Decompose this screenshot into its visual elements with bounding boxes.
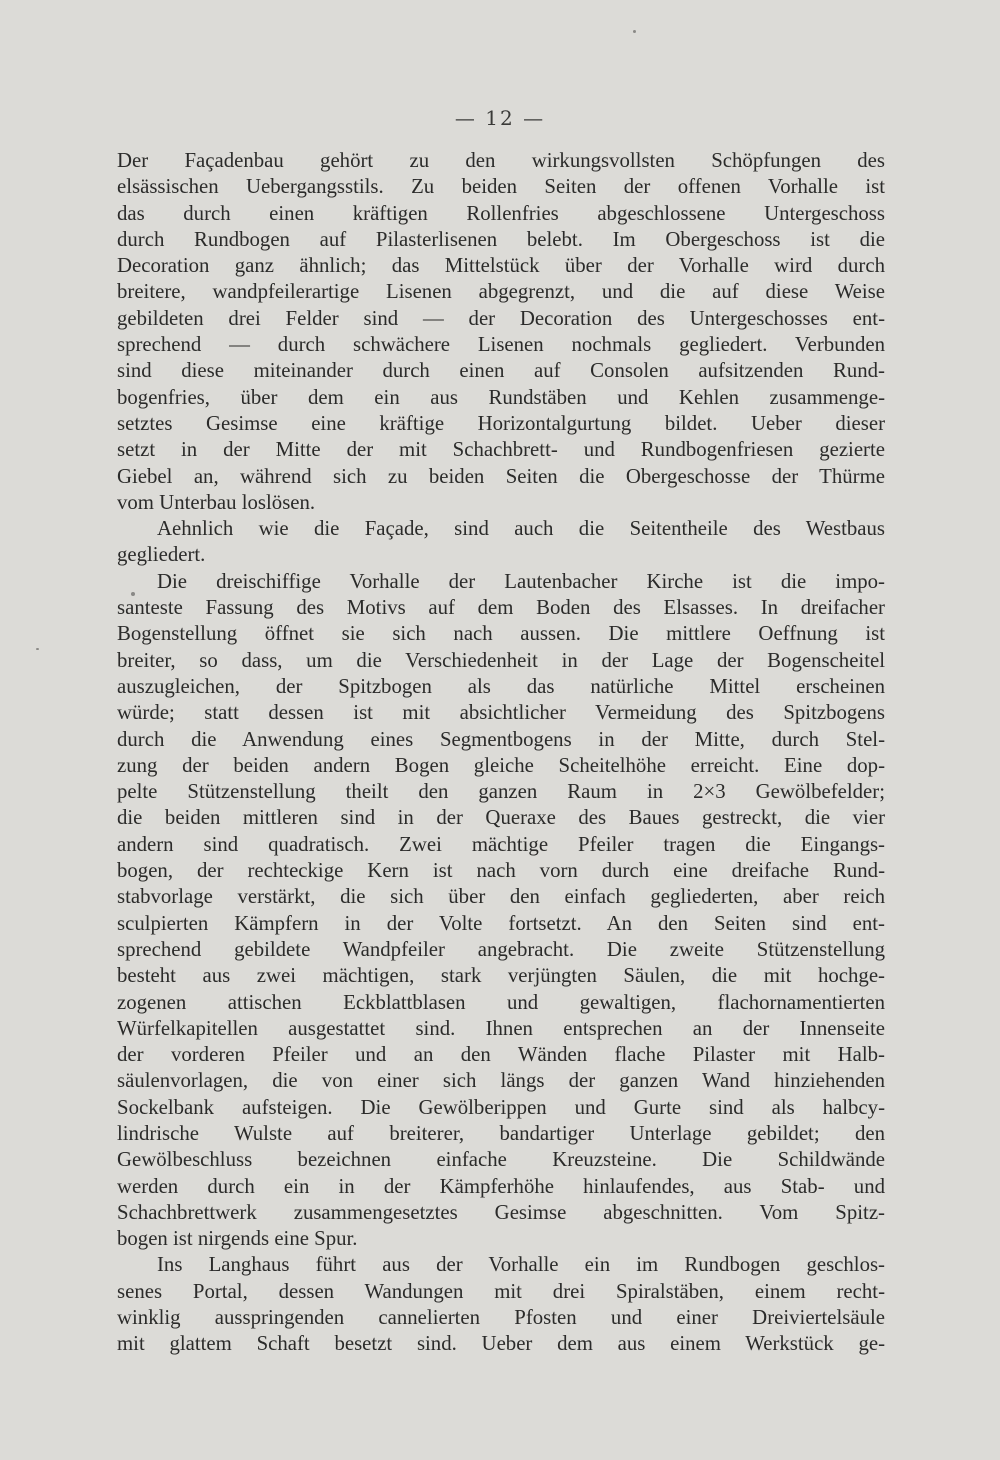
text-line: der vorderen Pfeiler und an den Wänden flache Pilaster mit Halb- bbox=[117, 1043, 885, 1067]
text-line: säulenvorlagen, die von einer sich längs der ganzen Wand hinziehenden bbox=[117, 1069, 885, 1093]
text-line: bogenfries, über dem ein aus Rundstäben und Kehlen zusammenge- bbox=[117, 385, 885, 409]
text-line: lindrische Wulste auf breiterer, bandartiger Unterlage gebildet; den bbox=[117, 1121, 885, 1145]
text-line: setztes Gesimse eine kräftige Horizontalgurtung bildet. Ueber dieser bbox=[117, 411, 885, 435]
paper-speck bbox=[633, 30, 636, 33]
page-number: — 12 — bbox=[454, 106, 546, 130]
text-line: Die dreischiffige Vorhalle der Lautenbacher Kirche ist die impo- bbox=[157, 569, 885, 593]
paper-speck bbox=[36, 648, 39, 650]
text-line: Bogenstellung öffnet sie sich nach aussen. Die mittlere Oeffnung ist bbox=[117, 622, 885, 646]
text-line: würde; statt dessen ist mit absichtlicher Vermeidung des Spitzbogens bbox=[117, 701, 885, 725]
text-line: mit glattem Schaft besetzt sind. Ueber dem aus einem Werkstück ge- bbox=[117, 1332, 885, 1356]
text-line: setzt in der Mitte der mit Schachbrett- und Rundbogenfriesen gezierte bbox=[117, 438, 885, 462]
text-line: Aehnlich wie die Façade, sind auch die Seitentheile des Westbaus bbox=[157, 517, 885, 541]
text-line: winklig ausspringenden cannelierten Pfosten und einer Dreiviertelsäule bbox=[117, 1306, 885, 1330]
text-line: Würfelkapitellen ausgestattet sind. Ihnen entsprechen an der Innenseite bbox=[117, 1016, 885, 1040]
text-line: senes Portal, dessen Wandungen mit drei Spiralstäben, einem recht- bbox=[117, 1279, 885, 1303]
text-line: zogenen attischen Eckblattblasen und gewaltigen, flachornamentierten bbox=[117, 990, 885, 1014]
text-line: durch die Anwendung eines Segmentbogens in der Mitte, durch Stel- bbox=[117, 727, 885, 751]
text-line: Decoration ganz ähnlich; das Mittelstück über der Vorhalle wird durch bbox=[117, 254, 885, 278]
paragraph bbox=[117, 569, 885, 1253]
text-line: sind diese miteinander durch einen auf Consolen aufsitzenden Rund- bbox=[117, 359, 885, 383]
text-line: breiter, so dass, um die Verschiedenheit in der Lage der Bogenscheitel bbox=[117, 648, 885, 672]
text-line: pelte Stützenstellung theilt den ganzen Raum in 2×3 Gewölbefelder; bbox=[117, 780, 885, 804]
body-text bbox=[117, 148, 885, 1358]
text-line: bogen ist nirgends eine Spur. bbox=[117, 1227, 358, 1251]
text-line: sprechend — durch schwächere Lisenen nochmals gegliedert. Verbunden bbox=[117, 333, 885, 357]
text-line: Giebel an, während sich zu beiden Seiten die Obergeschosse der Thürme bbox=[117, 464, 885, 488]
text-line: Der Façadenbau gehört zu den wirkungsvollsten Schöpfungen des bbox=[117, 149, 885, 172]
paper-speck bbox=[131, 592, 135, 596]
text-line: das durch einen kräftigen Rollenfries abgeschlossene Untergeschoss bbox=[117, 201, 885, 225]
text-line: Ins Langhaus führt aus der Vorhalle ein im Rundbogen geschlos- bbox=[157, 1253, 885, 1277]
text-line: die beiden mittleren sind in der Queraxe des Baues gestreckt, die vier bbox=[117, 806, 885, 830]
text-line: auszugleichen, der Spitzbogen als das natürliche Mittel erscheinen bbox=[117, 674, 885, 698]
text-line: sprechend gebildete Wandpfeiler angebracht. Die zweite Stützenstellung bbox=[117, 937, 885, 961]
text-line: werden durch ein in der Kämpferhöhe hinlaufendes, aus Stab- und bbox=[117, 1174, 885, 1198]
text-line: bogen, der rechteckige Kern ist nach vorn durch eine dreifache Rund- bbox=[117, 859, 885, 883]
paragraph bbox=[117, 148, 885, 516]
text-line: Gewölbeschluss bezeichnen einfache Kreuzsteine. Die Schildwände bbox=[117, 1148, 885, 1172]
text-line: zung der beiden andern Bogen gleiche Scheitelhöhe erreicht. Eine dop- bbox=[117, 753, 885, 777]
text-line: Schachbrettwerk zusammengesetztes Gesimse abgeschnitten. Vom Spitz- bbox=[117, 1200, 885, 1224]
text-line: andern sind quadratisch. Zwei mächtige Pfeiler tragen die Eingangs- bbox=[117, 832, 885, 856]
paragraph bbox=[117, 516, 885, 569]
paragraph bbox=[117, 1252, 885, 1357]
text-line: stabvorlage verstärkt, die sich über den einfach gegliederten, aber reich bbox=[117, 885, 885, 909]
text-line: besteht aus zwei mächtigen, stark verjüngten Säulen, die mit hochge- bbox=[117, 964, 885, 988]
text-line: sculpierten Kämpfern in der Volte fortsetzt. An den Seiten sind ent- bbox=[117, 911, 885, 935]
text-line: breitere, wandpfeilerartige Lisenen abgegrenzt, und die auf diese Weise bbox=[117, 280, 885, 304]
text-line: Sockelbank aufsteigen. Die Gewölberippen und Gurte sind als halbcy- bbox=[117, 1095, 885, 1119]
text-line: santeste Fassung des Motivs auf dem Boden des Elsasses. In dreifacher bbox=[117, 596, 885, 620]
text-line: gegliedert. bbox=[117, 543, 206, 567]
text-line: durch Rundbogen auf Pilasterlisenen belebt. Im Obergeschoss ist die bbox=[117, 227, 885, 251]
text-line: gebildeten drei Felder sind — der Decoration des Untergeschosses ent- bbox=[117, 306, 885, 330]
text-line: vom Unterbau loslösen. bbox=[117, 490, 316, 514]
text-line: elsässischen Uebergangsstils. Zu beiden Seiten der offenen Vorhalle ist bbox=[117, 175, 885, 199]
